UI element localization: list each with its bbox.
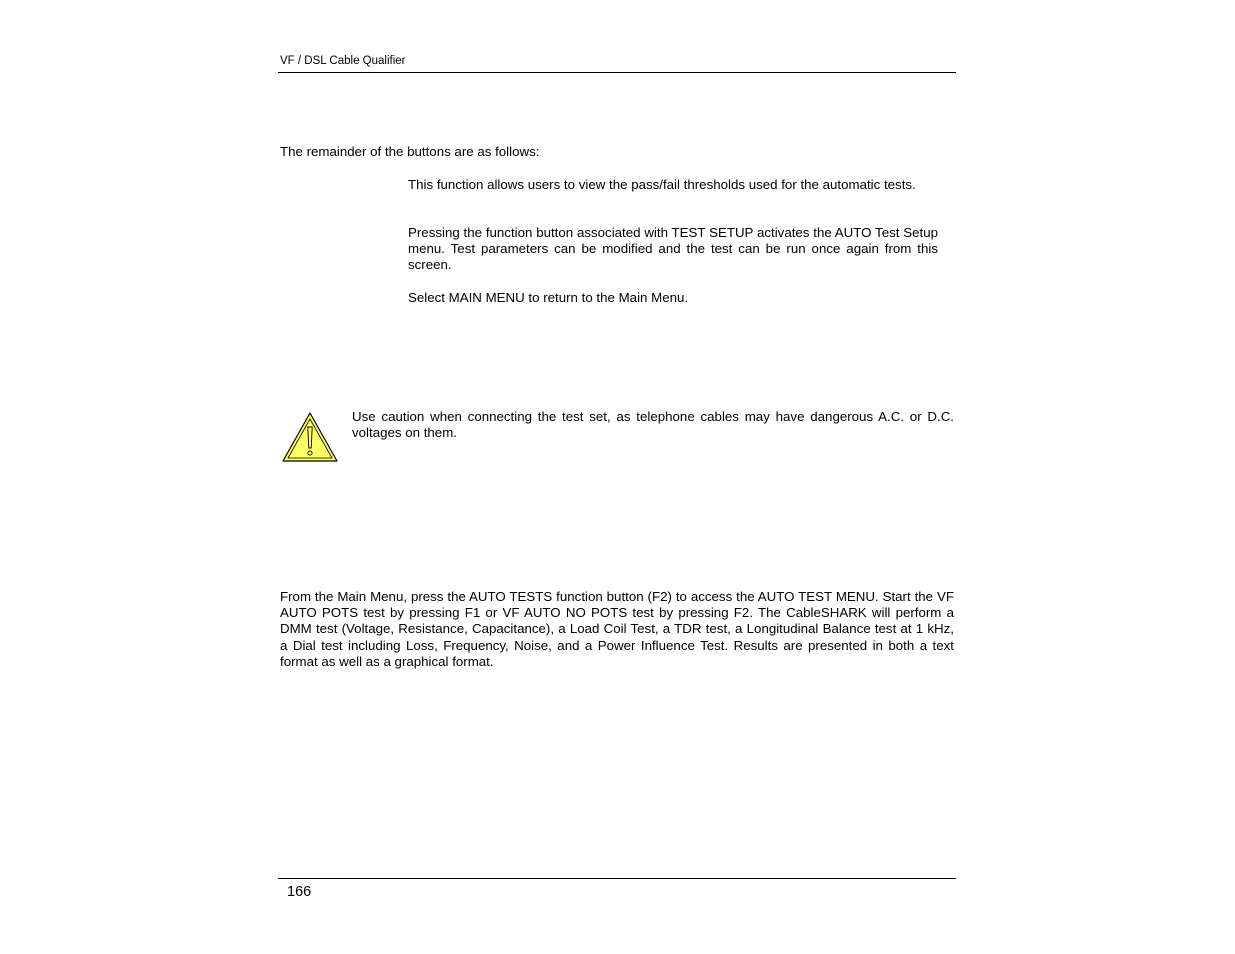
intro-paragraph: The remainder of the buttons are as follows:: [280, 144, 540, 159]
main-menu-description: Select MAIN MENU to return to the Main Menu.: [408, 290, 689, 305]
header-divider: [278, 72, 956, 73]
page-number: 166: [287, 884, 312, 900]
footer-divider: [278, 878, 956, 879]
test-setup-description: Pressing the function button associated with TEST SETUP activates the AUTO Test Setup menu. Test parameters can be modified and the test can be run once again from this screen.: [408, 225, 938, 273]
caution-text: Use caution when connecting the test set, as telephone cables may have dangerous A.C. or D.C. voltages on them.: [352, 409, 954, 441]
warning-triangle-icon: [281, 411, 339, 463]
thresholds-description: This function allows users to view the pass/fail thresholds used for the automatic tests.: [408, 177, 916, 192]
auto-tests-paragraph: From the Main Menu, press the AUTO TESTS function button (F2) to access the AUTO TEST MENU. Start the VF AUTO POTS test by pressing F1 or VF AUTO NO POTS test by pressing F2. The CableSHARK will perform a DMM test (Voltage, Resistance, Capacitance), a Load Coil Test, a TDR test, a Longitudinal Balance test at 1 kHz, a Dial test including Loss, Frequency, Noise, and a Power Influence Test. Results are presented in both a text format as well as a graphical format.: [280, 589, 954, 669]
header-title: VF / DSL Cable Qualifier: [280, 55, 406, 67]
